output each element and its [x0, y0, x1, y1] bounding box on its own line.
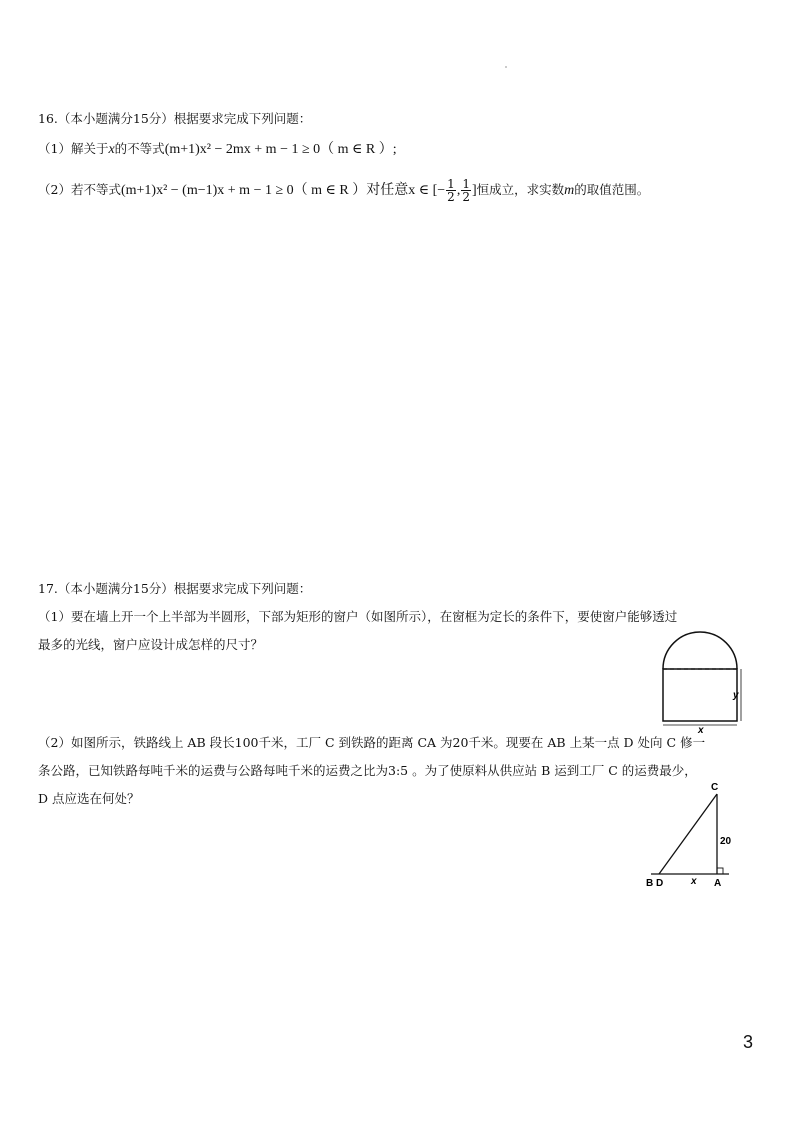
q16-p2-prefix: （2）若不等式: [38, 182, 121, 197]
q16-p2-frac-b: $\frac{1}{2}$: [462, 177, 470, 204]
q16-p2-condition: （ m ∈ R ）对任意: [293, 183, 409, 198]
point-a-label: A: [714, 878, 722, 889]
scan-speck: [505, 66, 507, 68]
q17-heading: 17.（本小题满分15分）根据要求完成下列问题：: [38, 581, 312, 596]
q16-part1: [38, 140, 397, 159]
q16-p1-inequality: (m+1)x² − 2mx + m − 1 ≥ 0: [164, 142, 321, 157]
road-dc: [659, 794, 717, 874]
railway-figure: [645, 780, 745, 890]
point-d-label: D: [656, 878, 664, 889]
page-number: 3: [743, 1032, 754, 1052]
q16-p2-interval-sep: ,: [456, 183, 461, 198]
q16-p1-var: x: [108, 142, 115, 157]
segment-x-label: x: [691, 876, 697, 887]
q16-p2-interval-end: ]: [471, 183, 477, 198]
right-angle-mark: [717, 868, 723, 874]
q16-p2-frac-a: $\frac{1}{2}$: [447, 177, 455, 204]
point-c-label: C: [711, 782, 719, 793]
window-semicircle: [663, 632, 737, 669]
q16-p2-tail: 的取值范围。: [574, 182, 650, 197]
window-label-x: x: [698, 725, 704, 736]
q17-part1-line1: （1）要在墙上开一个上半部为半圆形，下部为矩形的窗户（如图所示），在窗框为定长的条件下，要使窗户能够透过: [38, 609, 678, 624]
window-rectangle: [663, 669, 737, 721]
q16-part2: [38, 178, 649, 203]
q16-heading: 16.（本小题满分15分）根据要求完成下列问题：: [38, 111, 312, 126]
side-length-label: 20: [720, 836, 732, 847]
q16-p2-suffix: 恒成立，求实数: [476, 182, 565, 197]
q16-p2-interval-start: x ∈ [−: [408, 183, 446, 198]
point-b-label: B: [646, 878, 654, 889]
q16-p1-condition: （ m ∈ R ）;: [320, 142, 397, 157]
q16-p2-inequality: (m+1)x² − (m−1)x + m − 1 ≥ 0: [120, 183, 294, 198]
q17-part2-line1: （2）如图所示，铁路线上 AB 段长100千米，工厂 C 到铁路的距离 CA 为20千米。现要在 AB 上某一点 D 处向 C 修一: [38, 735, 706, 750]
window-label-y: y: [733, 690, 739, 701]
q16-p2-var: m: [564, 183, 575, 198]
q16-p1-text: 的不等式: [114, 141, 165, 156]
q17-part1-line2: 最多的光线，窗户应设计成怎样的尺寸？: [38, 637, 264, 652]
q17-part2-line3: D 点应选在何处？: [38, 791, 140, 806]
q17-part2-line2: 条公路，已知铁路每吨千米的运费与公路每吨千米的运费之比为3:5 。为了使原料从供应站 B 运到工厂 C 的运费最少，: [38, 763, 697, 778]
q16-p1-prefix: （1）解关于: [38, 141, 109, 156]
window-figure: [655, 625, 745, 735]
